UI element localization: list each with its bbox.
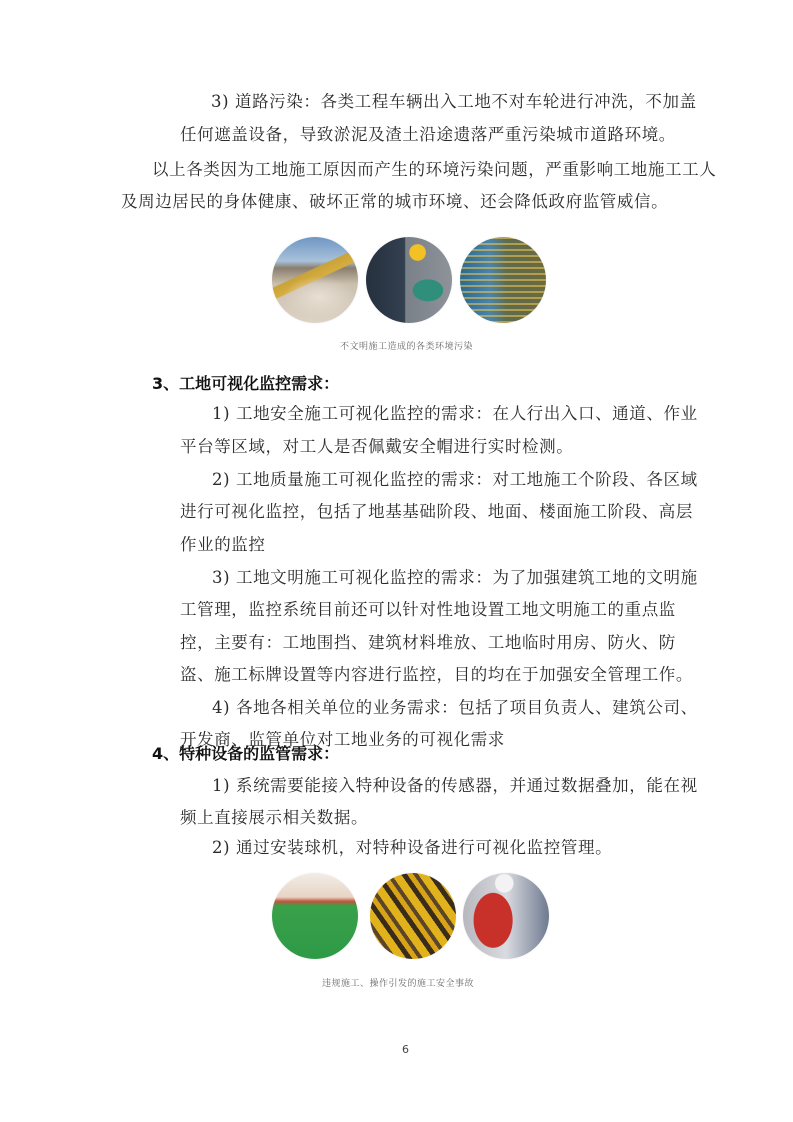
pollution-item-3-line-2: 任何遮盖设备，导致淤泥及渣土沿途遗落严重污染城市道路环境。 [180, 125, 676, 144]
section-3-item-3-line-1: 3) 工地文明施工可视化监控的需求：为了加强建筑工地的文明施 [212, 568, 698, 587]
red-suit-worker-photo [463, 873, 549, 959]
green-scaffold-crane-photo [272, 873, 358, 959]
night-construction-photo [460, 237, 546, 323]
section-3-heading: 3、工地可视化监控需求： [152, 374, 340, 393]
pollution-item-3-line-1: 3) 道路污染：各类工程车辆出入工地不对车轮进行冲洗，不加盖 [211, 92, 697, 111]
section-3-item-2-line-1: 2) 工地质量施工可视化监控的需求：对工地施工个阶段、各区域 [212, 470, 698, 489]
section-4-item-1-line-2: 频上直接展示相关数据。 [180, 808, 369, 827]
figure-2-caption: 违规施工、操作引发的施工安全事故 [322, 979, 475, 989]
section-4-item-1-line-1: 1) 系统需要能接入特种设备的传感器，并通过数据叠加，能在视 [212, 776, 698, 795]
section-3-item-4-line-2: 开发商、监管单位对工地业务的可视化需求 [180, 730, 505, 749]
summary-line-1: 以上各类因为工地施工原因而产生的环境污染问题，严重影响工地施工工人 [152, 160, 717, 179]
section-3-item-2-line-3: 作业的监控 [180, 535, 266, 554]
section-3-item-4-line-1: 4) 各地各相关单位的业务需求：包括了项目负责人、建筑公司、 [212, 698, 698, 717]
section-4-heading: 4、特种设备的监管需求： [152, 744, 340, 763]
page-number: 6 [402, 1043, 409, 1056]
excavator-dust-photo [272, 237, 358, 323]
section-3-item-1-line-2: 平台等区域，对工人是否佩戴安全帽进行实时检测。 [180, 437, 574, 456]
section-3-item-3-line-3: 控，主要有：工地围挡、建筑材料堆放、工地临时用房、防火、防 [180, 633, 676, 652]
section-3-item-2-line-2: 进行可视化监控，包括了地基基础阶段、地面、楼面施工阶段、高层 [180, 502, 693, 521]
section-3-item-3-line-2: 工管理，监控系统目前还可以针对性地设置工地文明施工的重点监 [180, 600, 676, 619]
section-4-item-2-line-1: 2) 通过安装球机，对特种设备进行可视化监控管理。 [212, 838, 613, 857]
worker-cutting-photo [366, 237, 452, 323]
summary-line-2: 及周边居民的身体健康、破坏正常的城市环境、还会降低政府监管威信。 [121, 192, 669, 211]
yellow-steel-structure-photo [370, 873, 456, 959]
section-3-item-3-line-4: 盗、施工标牌设置等内容进行监控，目的均在于加强安全管理工作。 [180, 665, 693, 684]
section-3-item-1-line-1: 1) 工地安全施工可视化监控的需求：在人行出入口、通道、作业 [212, 404, 698, 423]
figure-1-caption: 不文明施工造成的各类环境污染 [340, 342, 474, 352]
